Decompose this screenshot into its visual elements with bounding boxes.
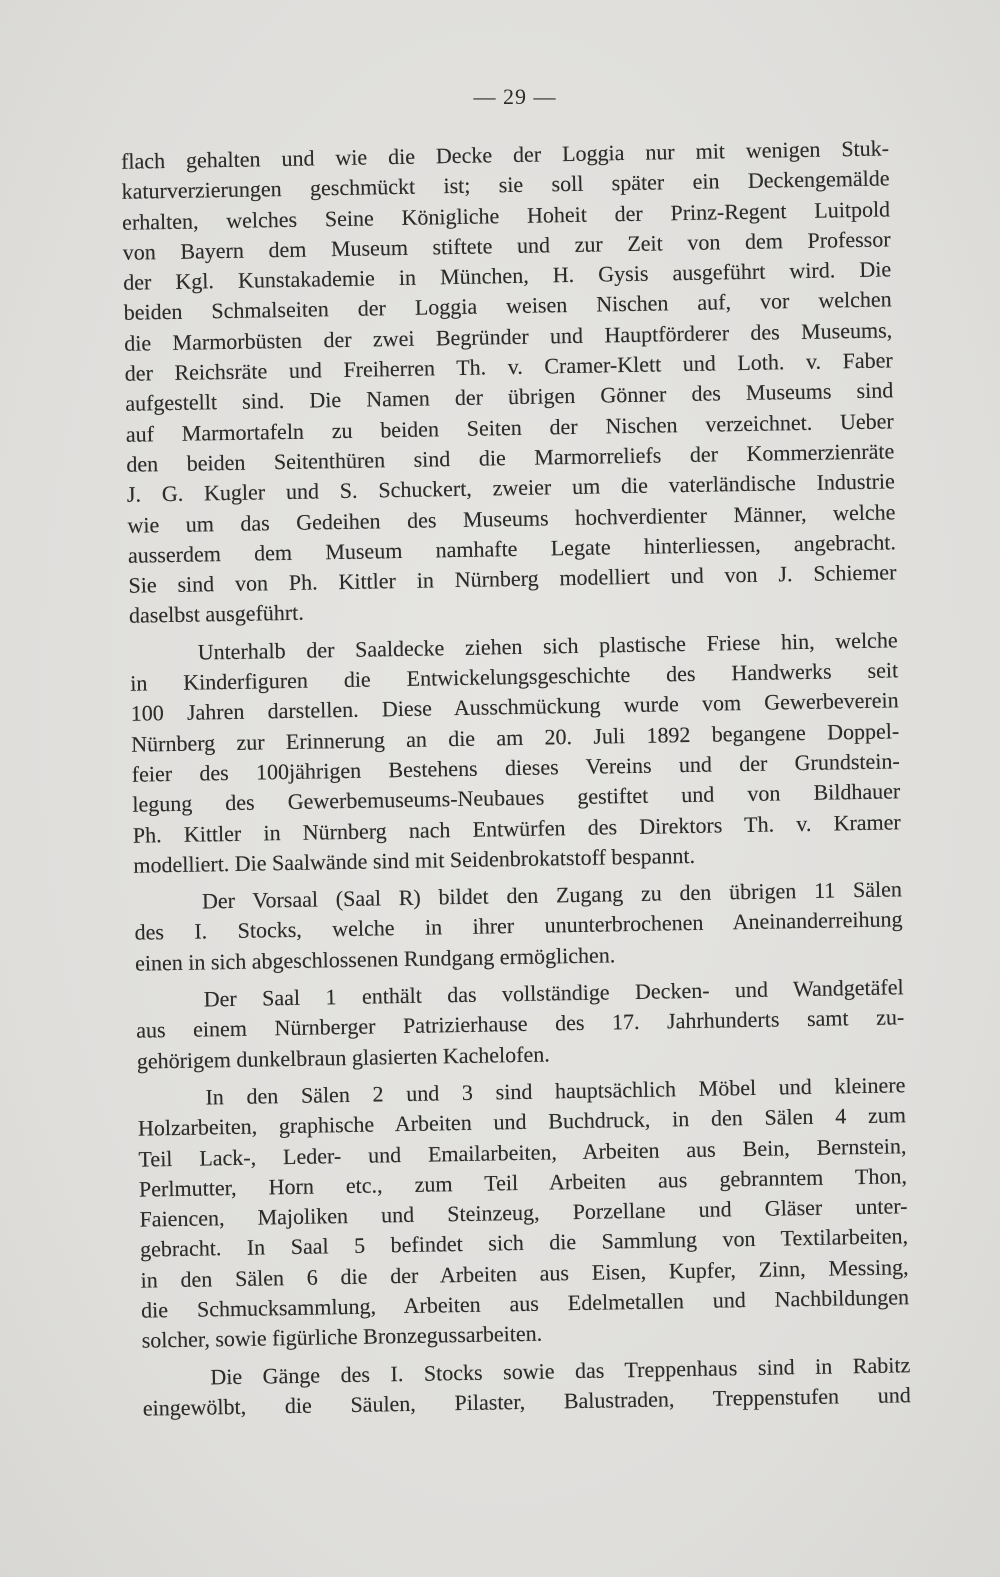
text-line: Faiencen, Majoliken und Steinzeug, Porzellane und Gläser unter-	[139, 1193, 908, 1232]
text-line: Teil Lack-, Leder- und Emailarbeiten, Arbeiten aus Bein, Bernstein,	[138, 1132, 907, 1172]
text-line: Holzarbeiten, graphische Arbeiten und Buchdruck, in den Sälen 4 zum	[137, 1102, 907, 1141]
text-line: aus einem Nürnberger Patrizierhause des 17. Jahrhunderts samt zu-	[136, 1004, 905, 1043]
paragraph	[121, 133, 897, 631]
text-line: In den Sälen 2 und 3 sind hauptsächlich Möbel und kleinere	[205, 1072, 906, 1110]
text-line: von Bayern dem Museum stiftete und zur Zeit von dem Professor	[122, 226, 891, 265]
text-line: Perlmutter, Horn etc., zum Teil Arbeiten aus gebranntem Thon,	[138, 1163, 908, 1202]
text-line: gebracht. In Saal 5 befindet sich die Sammlung von Textilarbeiten,	[139, 1223, 909, 1263]
text-line: einen in sich abgeschlossenen Rundgang ermöglichen.	[134, 942, 616, 976]
text-line: beiden Schmalseiten der Loggia weisen Nischen auf, vor welchen	[123, 286, 892, 326]
text-line: den beiden Seitenthüren sind die Marmorreliefs der Kommerzienräte	[126, 438, 895, 477]
paragraph	[134, 874, 903, 978]
text-line: eingewölbt, die Säulen, Pilaster, Balustraden, Treppenstufen und	[142, 1382, 911, 1421]
text-line: in Kinderfiguren die Entwickelungsgeschichte des Handwerks seit	[129, 657, 899, 696]
text-line: die Marmorbüsten der zwei Begründer und Hauptförderer des Museums,	[124, 317, 893, 356]
text-line: J. G. Kugler und S. Schuckert, zweier um die vaterländische Industrie	[126, 468, 896, 508]
text-line: katurverzierungen geschmückt ist; sie soll später ein Deckengemälde	[121, 165, 890, 205]
paragraph	[142, 1350, 911, 1424]
text-line: feier des 100jährigen Bestehens dieses Vereins und der Grundstein-	[131, 748, 900, 787]
text-line: in den Sälen 6 die der Arbeiten aus Eisen, Kupfer, Zinn, Messing,	[140, 1253, 909, 1293]
text-line: Der Vorsaal (Saal R) bildet den Zugang zu den übrigen 11 Sälen	[201, 876, 903, 914]
text-line: der Kgl. Kunstakademie in München, H. Gysis ausgeführt wird. Die	[123, 256, 892, 295]
text-line: wie um das Gedeihen des Museums hochverdienter Männer, welche	[127, 498, 896, 538]
text-line: daselbst ausgeführt.	[128, 600, 304, 629]
text-line: Ph. Kittler in Nürnberg nach Entwürfen des Direktors Th. v. Kramer	[132, 808, 901, 848]
text-line: erhalten, welches Seine Königliche Hoheit der Prinz-Regent Luitpold	[121, 195, 891, 235]
page-number: — 29 —	[473, 84, 557, 109]
paragraph	[129, 625, 901, 881]
text-line: legung des Gewerbemuseums-Neubaues gestiftet und von Bildhauer	[132, 778, 901, 817]
paragraph	[135, 972, 904, 1076]
text-line: aufgestellt sind. Die Namen der übrigen Gönner des Museums sind	[125, 377, 894, 417]
text-line: 100 Jahren darstellen. Diese Ausschmückung wurde vom Gewerbeverein	[130, 687, 899, 727]
text-line: ausserdem dem Museum namhafte Legate hinterliessen, angebracht.	[127, 529, 897, 568]
text-line: Nürnberg zur Erinnerung an die am 20. Juli 1892 begangene Doppel-	[131, 717, 900, 757]
text-line: Unterhalb der Saaldecke ziehen sich plastische Friese hin, welche	[197, 627, 898, 665]
text-line: flach gehalten und wie die Decke der Loggia nur mit wenigen Stuk-	[120, 135, 890, 174]
paragraph	[137, 1070, 910, 1356]
text-line: auf Marmortafeln zu beiden Seiten der Nischen verzeichnet. Ueber	[125, 408, 894, 447]
text-line: gehörigem dunkelbraun glasierten Kachelofen.	[136, 1041, 550, 1074]
text-line: des I. Stocks, welche in ihrer ununterbrochenen Aneinanderreihung	[134, 906, 903, 946]
text-line: Die Gänge des I. Stocks sowie das Treppenhaus sind in Rabitz	[210, 1351, 911, 1390]
text-line: modelliert. Die Saalwände sind mit Seidenbrokatstoff bespannt.	[133, 842, 696, 878]
text-line: Der Saal 1 enthält das vollständige Decken- und Wandgetäfel	[203, 974, 904, 1012]
text-line: solcher, sowie figürliche Bronzegussarbeiten.	[141, 1320, 543, 1353]
page-text	[121, 133, 911, 1430]
text-line: die Schmucksammlung, Arbeiten aus Edelmetallen und Nachbildungen	[140, 1284, 910, 1323]
text-line: der Reichsräte und Freiherren Th. v. Cramer-Klett und Loth. v. Faber	[124, 347, 893, 386]
text-line: Sie sind von Ph. Kittler in Nürnberg modelliert und von J. Schiemer	[128, 559, 897, 598]
